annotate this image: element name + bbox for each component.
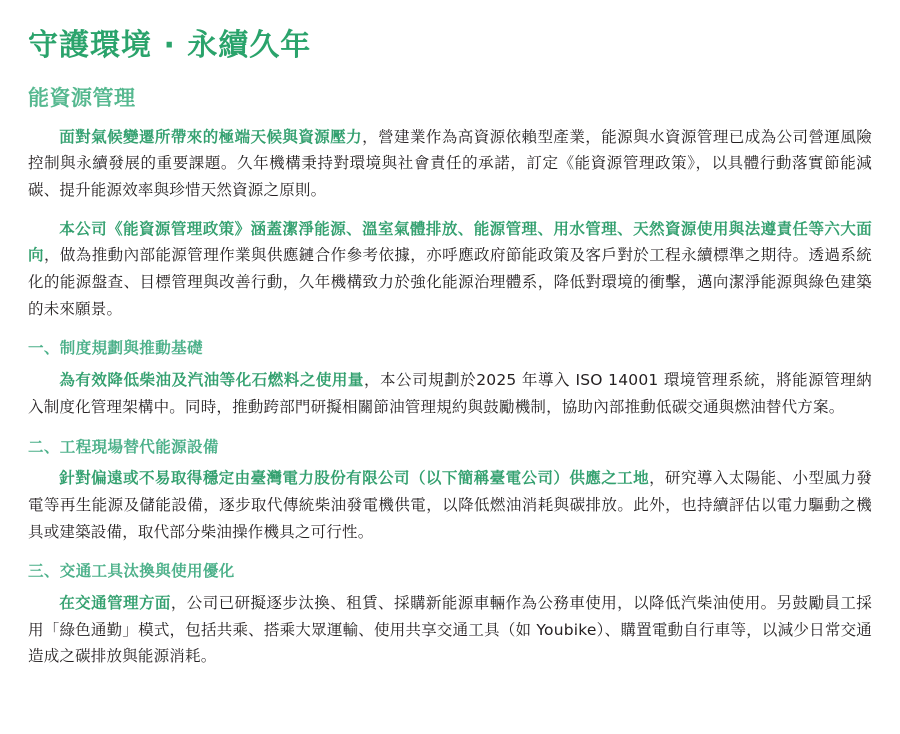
subsection-2-highlight: 針對偏遠或不易取得穩定由臺灣電力股份有限公司（以下簡稱臺電公司）供應之工地: [59, 469, 650, 488]
subsection-1-highlight: 為有效降低柴油及汽油等化石燃料之使用量: [59, 371, 364, 390]
paragraph-1-text: ，營建業作為高資源依賴型產業，能源與水資源管理已成為公司營運風險控制與永續發展的重要課題。久年機構秉持對環境與社會責任的承諾，訂定《能資源管理政策》，以具體行動落實節能減碳、提升能源效率與珍惜天然資源之原則。: [28, 127, 872, 200]
paragraph-1-highlight: 面對氣候變遷所帶來的極端天候與資源壓力: [59, 127, 363, 146]
subsection-1-heading: 一、制度規劃與推動基礎: [28, 339, 203, 358]
paragraph-2-text: ，做為推動內部能源管理作業與供應鏈合作參考依據，亦呼應政府節能政策及客戶對於工程永續標準之期待。透過系統化的能源盤查、目標管理與改善行動，久年機構致力於強化能源治理體系，降低對環境的衝擊，邁向潔淨能源與綠色建築的未來願景。: [28, 246, 873, 318]
paragraph-1: [28, 124, 872, 204]
subsection-3-heading: 三、交通工具汰換與使用優化: [28, 562, 235, 581]
paragraph-2-highlight: 本公司《能資源管理政策》涵蓋潔淨能源、溫室氣體排放、能源管理、用水管理、天然資源使用與法遵責任等六大面向: [28, 219, 872, 265]
subsection-3-body: [28, 590, 872, 670]
subsection-1-text: ，本公司規劃於2025 年導入 ISO 14001 環境管理系統，將能源管理納入制度化管理架構中。同時，推動跨部門研擬相關節油管理規約與鼓勵機制，協助內部推動低碳交通與燃油替代方案。: [28, 371, 872, 416]
section-title: 能資源管理: [28, 85, 136, 110]
subsection-3-text: ，公司已研擬逐步汰換、租賃、採購新能源車輛作為公務車使用，以降低汽柴油使用。另鼓勵員工採用「綠色通勤」模式，包括共乘、搭乘大眾運輸、使用共享交通工具（如 Youbike）、購置電動自行車等，以減少日常交通造成之碳排放與能源消耗。: [28, 594, 872, 666]
subsection-3-highlight: 在交通管理方面: [59, 594, 171, 613]
page-title: 守護環境 · 永續久年: [28, 28, 312, 63]
subsection-2-text: ，研究導入太陽能、小型風力發電等再生能源及儲能設備，逐步取代傳統柴油發電機供電，以降低燃油消耗與碳排放。此外，也持續評估以電力驅動之機具或建築設備，取代部分柴油操作機具之可行性。: [28, 469, 872, 541]
subsection-2-heading: 二、工程現場替代能源設備: [28, 437, 219, 456]
subsection-1-body: [28, 367, 872, 420]
paragraph-2: [28, 216, 872, 323]
subsection-2-body: [28, 465, 872, 545]
